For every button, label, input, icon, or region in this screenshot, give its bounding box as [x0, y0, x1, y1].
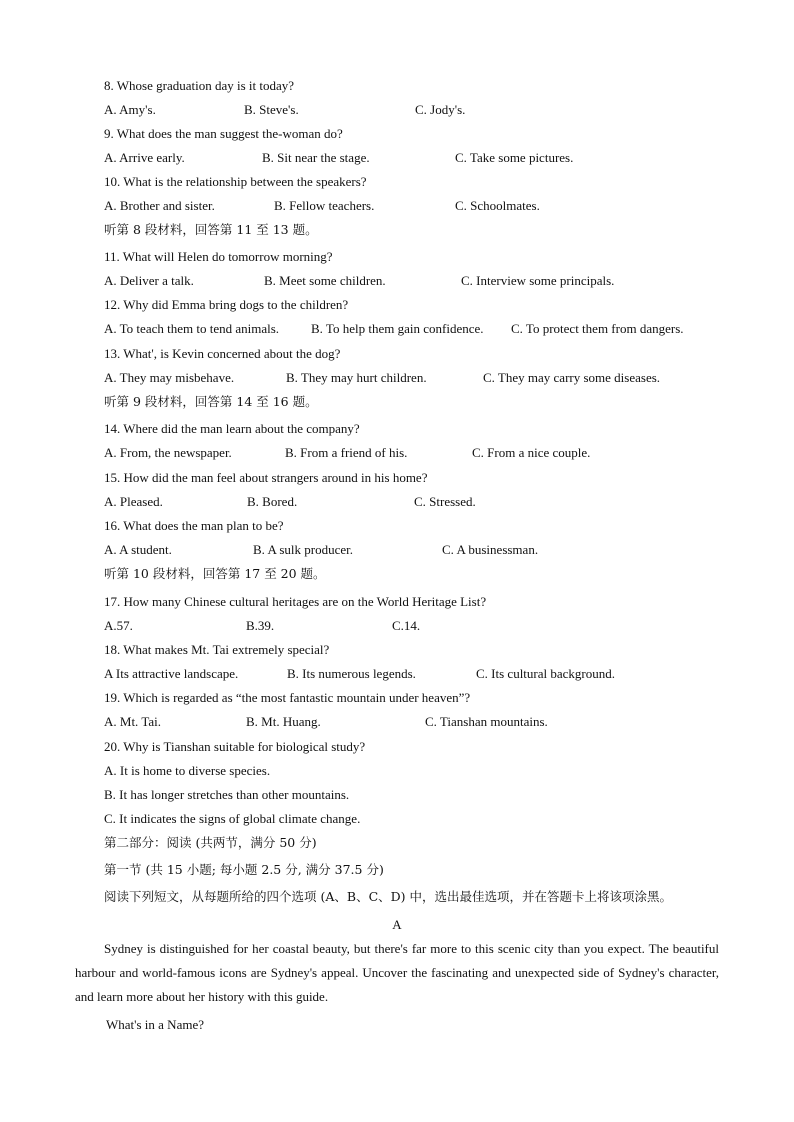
question-11-option-b: B. Meet some children. [264, 273, 386, 288]
part2-section1: 第一节 (共 15 小题; 每小题 2.5 分, 满分 37.5 分) [104, 862, 384, 877]
question-17-option-a: A.57. [104, 618, 133, 633]
passage-paragraph: Sydney is distinguished for her coastal beauty, but there's far more to this scenic city than you expect. The beautiful harbour and world-famous icons are Sydney's appeal. Uncover the fascinating and unexpected side of Sydney's character, and learn more about her history with this guide. [75, 941, 719, 1004]
question-18-option-c: C. Its cultural background. [476, 666, 615, 681]
question-20-option-a: A. It is home to diverse species. [104, 763, 271, 778]
question-13-option-c: C. They may carry some diseases. [483, 370, 661, 385]
question-12-option-a: A. To teach them to tend animals. [104, 321, 280, 336]
question-14-option-a: A. From, the newspaper. [104, 445, 232, 460]
question-15-option-c: C. Stressed. [414, 494, 476, 509]
question-11: 11. What will Helen do tomorrow morning? [104, 249, 333, 264]
question-14-option-b: B. From a friend of his. [285, 445, 408, 460]
question-13: 13. What', is Kevin concerned about the dog? [104, 346, 341, 361]
question-20-option-b: B. It has longer stretches than other mountains. [104, 787, 350, 802]
question-16-option-a: A. A student. [104, 542, 172, 557]
question-20-option-c: C. It indicates the signs of global climate change. [104, 811, 361, 826]
question-9-option-c: C. Take some pictures. [455, 150, 574, 165]
question-11-option-c: C. Interview some principals. [461, 273, 615, 288]
section-header-9: 听第 9 段材料，回答第 14 至 16 题。 [104, 394, 318, 409]
question-9-option-b: B. Sit near the stage. [262, 150, 370, 165]
question-18-option-a: A Its attractive landscape. [104, 666, 239, 681]
question-13-option-a: A. They may misbehave. [104, 370, 235, 385]
question-17-option-c: C.14. [392, 618, 421, 633]
question-13-option-b: B. They may hurt children. [286, 370, 427, 385]
question-10-option-c: C. Schoolmates. [455, 198, 540, 213]
question-19-option-c: C. Tianshan mountains. [425, 714, 548, 729]
question-11-option-a: A. Deliver a talk. [104, 273, 194, 288]
question-17-option-b: B.39. [246, 618, 275, 633]
question-19-option-b: B. Mt. Huang. [246, 714, 321, 729]
question-14-option-c: C. From a nice couple. [472, 445, 591, 460]
question-15: 15. How did the man feel about strangers around in his home? [104, 470, 428, 485]
question-15-option-a: A. Pleased. [104, 494, 163, 509]
section-header-8: 听第 8 段材料，回答第 11 至 13 题。 [104, 222, 318, 237]
question-12-option-c: C. To protect them from dangers. [511, 321, 684, 336]
question-8-option-b: B. Steve's. [244, 102, 299, 117]
question-12-option-b: B. To help them gain confidence. [311, 321, 484, 336]
question-10-option-b: B. Fellow teachers. [274, 198, 375, 213]
question-10-option-a: A. Brother and sister. [104, 198, 215, 213]
question-16-option-c: C. A businessman. [442, 542, 539, 557]
question-16-option-b: B. A sulk producer. [253, 542, 354, 557]
question-18: 18. What makes Mt. Tai extremely special? [104, 642, 330, 657]
question-15-option-b: B. Bored. [247, 494, 298, 509]
question-19-option-a: A. Mt. Tai. [104, 714, 161, 729]
passage-label: A [392, 917, 402, 932]
part2-instruction: 阅读下列短文，从每题所给的四个选项 (A、B、C、D) 中，选出最佳选项，并在答题卡上将该项涂黑。 [104, 889, 673, 904]
question-10: 10. What is the relationship between the speakers? [104, 174, 367, 189]
question-9: 9. What does the man suggest the-woman do? [104, 126, 343, 141]
question-8: 8. Whose graduation day is it today? [104, 78, 295, 93]
passage-subheading: What's in a Name? [106, 1017, 204, 1032]
section-header-10: 听第 10 段材料，回答第 17 至 20 题。 [104, 566, 326, 581]
part2-title: 第二部分：阅读 (共两节，满分 50 分) [104, 835, 317, 850]
question-17: 17. How many Chinese cultural heritages are on the World Heritage List? [104, 594, 487, 609]
question-18-option-b: B. Its numerous legends. [287, 666, 416, 681]
question-14: 14. Where did the man learn about the company? [104, 421, 360, 436]
question-20: 20. Why is Tianshan suitable for biological study? [104, 739, 366, 754]
question-12: 12. Why did Emma bring dogs to the children? [104, 297, 349, 312]
question-16: 16. What does the man plan to be? [104, 518, 284, 533]
question-9-option-a: A. Arrive early. [104, 150, 185, 165]
question-19: 19. Which is regarded as “the most fantastic mountain under heaven”? [104, 690, 471, 705]
question-8-option-c: C. Jody's. [415, 102, 466, 117]
question-8-option-a: A. Amy's. [104, 102, 156, 117]
